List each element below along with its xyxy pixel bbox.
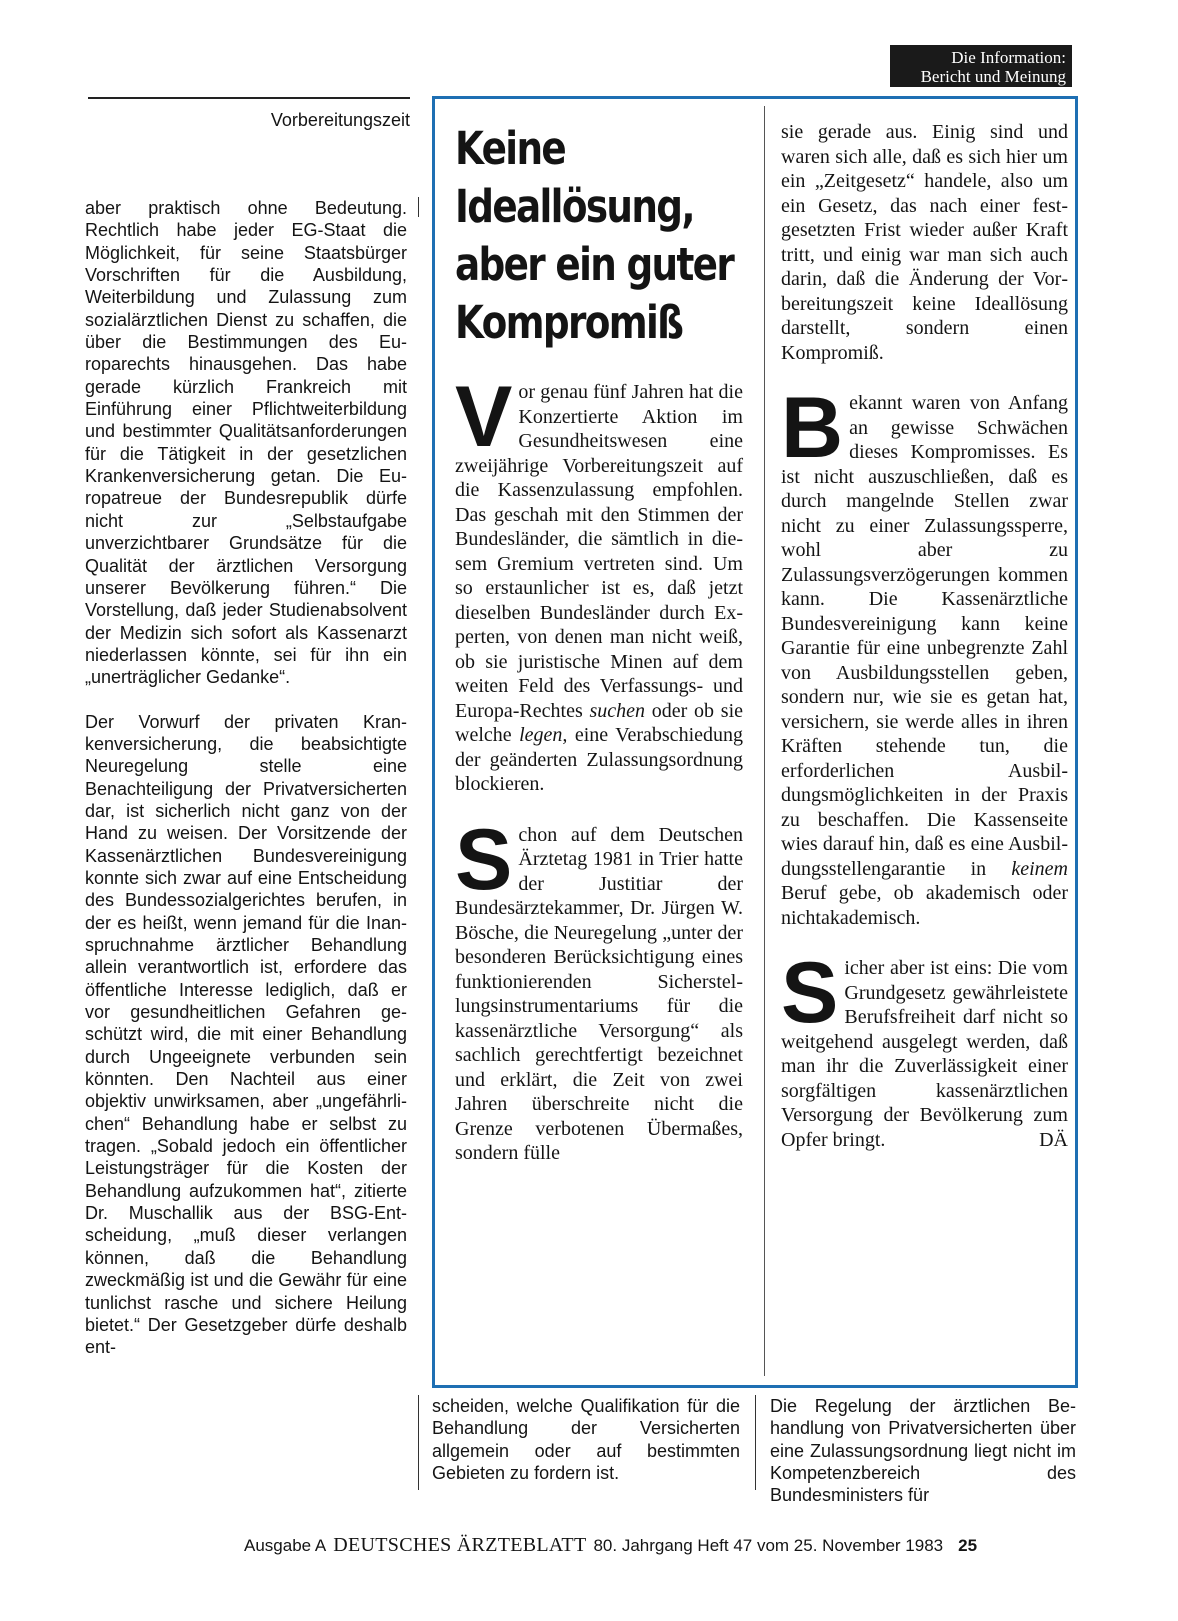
column-rule bbox=[755, 1395, 756, 1490]
box-mid-paragraph-1 bbox=[455, 369, 744, 797]
box-mid-p1-text-c: eine Verabschiedung der geänderten Zulassungsordnung blockieren. bbox=[455, 724, 743, 795]
left-paragraph-1: aber praktisch ohne Bedeutung. Rechtlich habe jeder EG-Staat die Möglichkeit, für seine Staatsbürger Vorschriften für die Ausbildung, Weiterbildung und Zulassung zum sozialärztlichen Dienst zu schaffen, die über die Bestimmungen des Europarechts hinausgehen. Das habe gerade kürzlich Frankreich mit Einführung einer Pflichtweiterbildung und bestimmter Qualitätsanforderungen für die Tätigkeit in der gesetzlichen Krankenversicherung getan. Die Europatreue der Bundesrepublik dürfe nicht zur „Selbstaufgabe unverzichtbarer Grundsätze für die Qualität der ärztlichen Versorgung unserer Bevölkerung führen.“ Die Vorstellung, daß jeder Studienabsolvent der Medizin sich sofort als Kassenarzt niederlassen könnte, sei für ihn ein „unerträglicher Gedanke“. bbox=[85, 198, 407, 688]
headline-line-3: aber ein guter bbox=[455, 238, 734, 291]
box-mid-paragraph-2 bbox=[455, 811, 743, 1166]
box-right-p1-text-b: Beruf gebe, ob akademisch oder nichtakademisch. bbox=[781, 882, 1068, 929]
section-tag-line1: Die Information: bbox=[951, 48, 1066, 67]
box-right-p1-text-a: ekannt waren von Anfang an gewisse Schwächen dieses Kompromisses. Es ist nicht auszuschließen, daß es durch mangelnde Stellen zwar nicht zu einer Zulassungssperre, wohl aber zu Zulassungsverzögerungen kommen kann. Die Kassenärztliche Bundesvereinigung kann keine Garantie für eine unbegrenzte Zahl von Ausbildungsstellen geben, sondern nur, wie sie es getan hat, versichern, sie werde alles in ihren Kräften stehende tun, die erforderlichen Ausbildungsmöglichkeiten in der Praxis zu beschaffen. Die Kassenseite wies darauf hin, daß es eine Ausbildungsstellengarantie in bbox=[781, 392, 1068, 880]
box-column-divider bbox=[764, 106, 765, 1376]
box-right-paragraph-1 bbox=[781, 380, 1068, 930]
box-mid-p1-emphasis-2: legen, bbox=[519, 724, 568, 746]
headline-line-1: Keine bbox=[455, 122, 566, 175]
footer-issue: 80. Jahrgang Heft 47 vom 25. November 1983 bbox=[593, 1536, 944, 1555]
section-tag-line2: Bericht und Meinung bbox=[920, 67, 1066, 86]
box-mid-p2-text: chon auf dem Deutschen Ärztetag 1981 in Trier hatte der Justitiar der Bundesärztekammer, Dr. Jürgen W. Bösche, die Neuregelung „unter der besonderen Berücksichtigung eines funktionierenden Sicherstellungsinstrumentariums für die kassenärztliche Versorgung“ als sachlich gerechtfertigt bezeichnet und erklärt, die Zeit von zwei Jahren überschreite nicht die Grenze verbotenen Übermaßes, sondern fülle bbox=[455, 823, 743, 1164]
bottom-middle-text: scheiden, welche Qualifikation für die Behandlung der Versicherten allgemein oder auf bestimmten Gebieten zu fordern ist. bbox=[432, 1396, 740, 1484]
box-right-paragraph-0: sie gerade aus. Einig sind und waren sich alle, daß es sich hier um ein „Zeitgesetz“ handele, also um ein Gesetz, das nach einer festgesetzten Frist wieder außer Kraft tritt, und einig war man sich auch darin, daß die Änderung der Vorbereitungszeit keine Ideallösung darstellt, sondern einen Kompromiß. bbox=[781, 121, 1068, 364]
page-number: 25 bbox=[958, 1536, 978, 1555]
box-right-p1-emphasis: keinem bbox=[1011, 857, 1068, 880]
column-rule bbox=[88, 97, 410, 99]
box-mid-p1-emphasis-1: suchen bbox=[589, 699, 646, 722]
box-right-p2-text: icher aber ist eins: Die vom Grundgesetz gewährleistete Berufsfreiheit darf nicht so weitgehend ausgelegt werden, daß man ihr die Zuverlässigkeit einer sorgfältigen kassenärztlichen Versorgung der Bevölkerung zum Opfer bringt. bbox=[781, 957, 1068, 1151]
section-tag bbox=[890, 45, 1072, 87]
box-right-column bbox=[781, 120, 1068, 1152]
box-mid-p1-text-b: oder ob sie welche bbox=[455, 699, 744, 746]
running-head: Vorbereitungszeit bbox=[270, 110, 410, 130]
left-paragraph-2: Der Vorwurf der privaten Krankenversicherung, die beabsichtigte Neuregelung stelle eine Benachteiligung der Privatversicherten dar, ist sicherlich nicht ganz von der Hand zu weisen. Der Vorsitzende der Kassenärztlichen Bundesvereinigung konnte sich zwar auf eine Entscheidung des Bundessozialgerichtes berufen, in der es heißt, wenn jemand für die Inanspruchnahme ärztlicher Behandlung allein verantwortlich ist, erfordere das öffentliche Interesse lediglich, daß er vor gesundheitlichen Gefahren geschützt wird, die mit einer Behandlung durch Ungeeignete verbunden sein könnten. Den Nachteil aus einer objektiv unwirksamen, aber „ungefährlichen“ Behandlung habe er selbst zu tragen. „Sobald jedoch ein öffentlicher Leistungsträger für die Kosten der Behandlung aufzukommen hat“, zitierte Dr. Muschallik aus der BSG-Entscheidung, „muß dieser verlangen können, daß die Behandlung zweckmäßig ist und die Gewähr für eine tunlichst rasche und sichere Heilung bietet.“ Der Gesetzgeber dürfe deshalb ent- bbox=[85, 711, 407, 1358]
footer-journal: DEUTSCHES ÄRZTEBLATT bbox=[333, 1534, 587, 1556]
left-column bbox=[85, 197, 407, 1359]
column-rule bbox=[418, 1395, 419, 1490]
footer-edition: Ausgabe A bbox=[244, 1536, 327, 1555]
drop-cap: S bbox=[781, 945, 839, 1041]
page-footer bbox=[244, 1534, 1076, 1557]
author-signature: DÄ bbox=[1039, 1128, 1068, 1151]
box-mid-p1-text-a: or genau fünf Jahren hat die Konzertierte Aktion im Gesundheitswesen eine zweijährige Vorbereitungszeit auf die Kassenzulassung empfohlen. Das geschah mit den Stimmen der Bundesländer, die sämtlich in diesem Gremium vertreten sind. Um so erstaunlicher ist es, daß jetzt dieselben Bundesländer durch Experten, von denen man nicht weiß, ob sie juristische Minen auf dem weiten Feld des Verfassungs- und Europa-Rechtes bbox=[455, 381, 743, 722]
headline-line-2: Ideallösung, bbox=[455, 180, 694, 233]
headline-line-4: Kompromiß bbox=[455, 296, 683, 349]
drop-cap: V bbox=[455, 369, 513, 465]
bottom-right-text: Die Regelung der ärztlichen Behandlung von Privatversicherten über eine Zulassungsordnung liegt nicht im Kompetenzbereich des Bundesministers für bbox=[770, 1396, 1076, 1506]
headline bbox=[455, 120, 734, 352]
drop-cap: B bbox=[781, 380, 844, 476]
drop-cap: S bbox=[455, 811, 513, 908]
column-rule bbox=[418, 197, 419, 217]
box-right-paragraph-2 bbox=[781, 945, 1068, 1152]
box-middle-column bbox=[455, 369, 744, 1166]
